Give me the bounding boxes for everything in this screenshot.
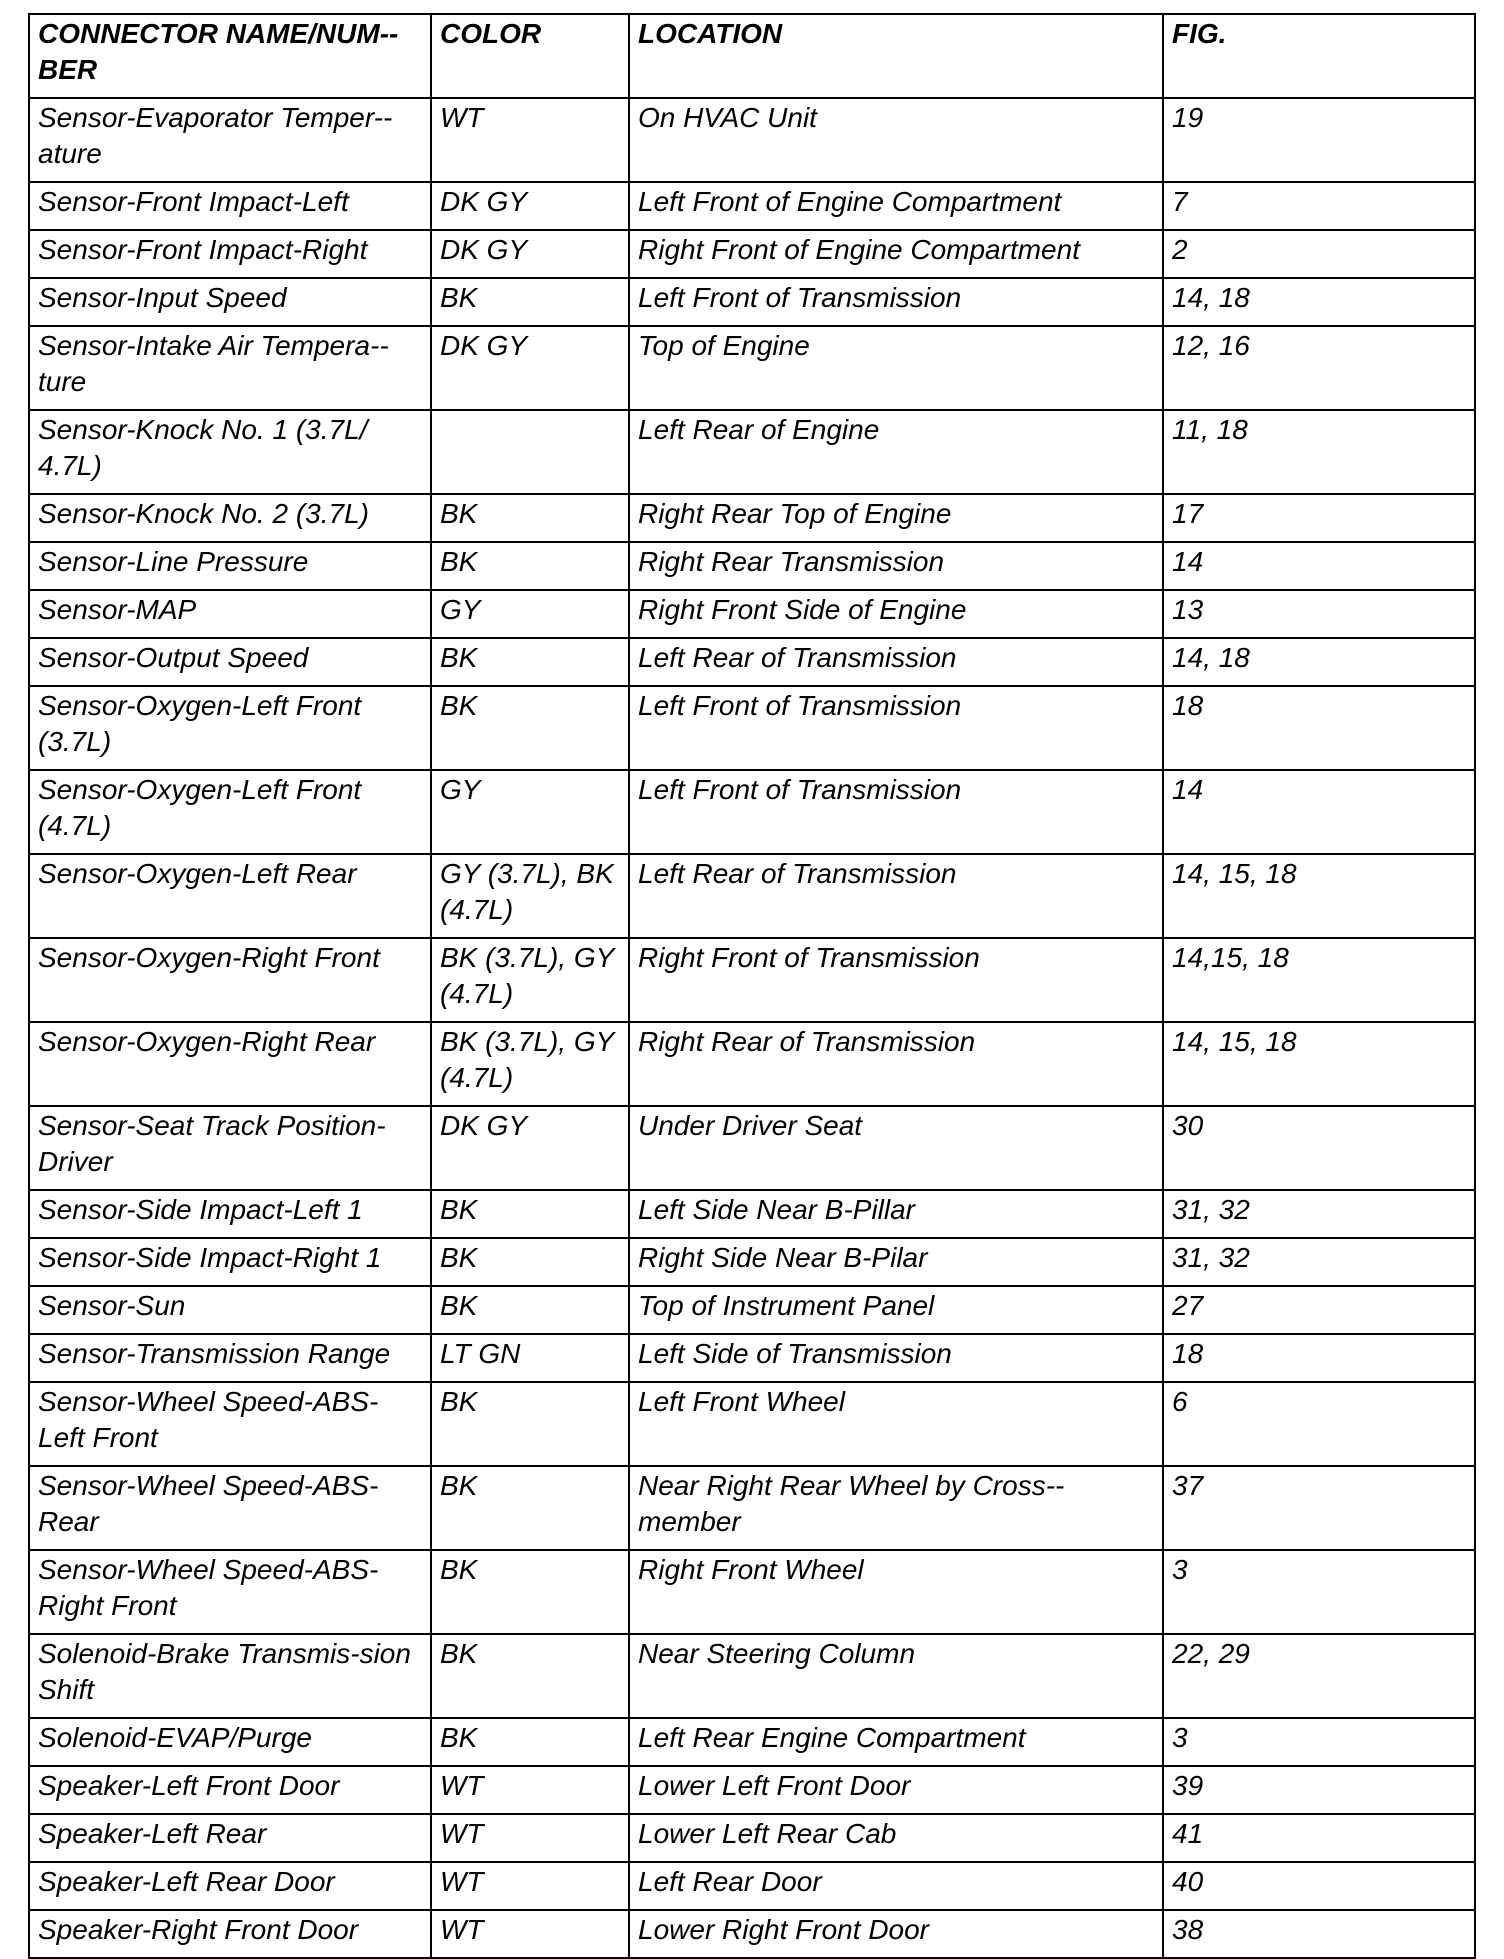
cell-fig: 31, 32 [1163, 1190, 1475, 1238]
cell-location: Right Front of Transmission [629, 938, 1163, 1022]
cell-fig: 17 [1163, 494, 1475, 542]
table-row [29, 278, 1475, 326]
cell-fig: 37 [1163, 1466, 1475, 1550]
cell-location: Left Side Near B-Pillar [629, 1190, 1163, 1238]
cell-connector-name: Sensor-Evaporator Temper-ature [29, 98, 431, 182]
cell-fig: 31, 32 [1163, 1238, 1475, 1286]
cell-color: BK [431, 542, 629, 590]
cell-location: Left Rear Engine Compartment [629, 1718, 1163, 1766]
header-color: COLOR [431, 14, 629, 98]
cell-fig: 13 [1163, 590, 1475, 638]
cell-color: BK [431, 1286, 629, 1334]
cell-color [431, 410, 629, 494]
cell-color: WT [431, 1814, 629, 1862]
cell-location: Left Rear of Engine [629, 410, 1163, 494]
cell-color: BK (3.7L), GY (4.7L) [431, 1022, 629, 1106]
cell-color: DK GY [431, 182, 629, 230]
cell-color: WT [431, 1910, 629, 1958]
table-row [29, 1910, 1475, 1958]
cell-color: BK [431, 1634, 629, 1718]
header-location: LOCATION [629, 14, 1163, 98]
cell-location: Left Side of Transmission [629, 1334, 1163, 1382]
table-row [29, 1718, 1475, 1766]
cell-fig: 19 [1163, 98, 1475, 182]
table-row [29, 1286, 1475, 1334]
cell-color: GY [431, 770, 629, 854]
cell-connector-name: Sensor-Intake Air Tempera-ture [29, 326, 431, 410]
table-row [29, 326, 1475, 410]
connector-table-container [28, 13, 1474, 1959]
cell-location: Near Steering Column [629, 1634, 1163, 1718]
cell-fig: 41 [1163, 1814, 1475, 1862]
cell-connector-name: Sensor-Output Speed [29, 638, 431, 686]
cell-connector-name: Sensor-Line Pressure [29, 542, 431, 590]
table-row [29, 410, 1475, 494]
cell-connector-name: Sensor-Front Impact-Left [29, 182, 431, 230]
cell-fig: 22, 29 [1163, 1634, 1475, 1718]
cell-fig: 30 [1163, 1106, 1475, 1190]
cell-connector-name: Sensor-Oxygen-Left Rear [29, 854, 431, 938]
cell-fig: 40 [1163, 1862, 1475, 1910]
cell-connector-name: Sensor-Knock No. 2 (3.7L) [29, 494, 431, 542]
table-row [29, 1466, 1475, 1550]
cell-connector-name: Sensor-Side Impact-Right 1 [29, 1238, 431, 1286]
cell-connector-name: Speaker-Left Front Door [29, 1766, 431, 1814]
cell-connector-name: Speaker-Right Front Door [29, 1910, 431, 1958]
table-row [29, 1766, 1475, 1814]
table-row [29, 1550, 1475, 1634]
cell-location: Right Side Near B-Pilar [629, 1238, 1163, 1286]
cell-color: BK [431, 494, 629, 542]
cell-location: Top of Instrument Panel [629, 1286, 1163, 1334]
table-row [29, 230, 1475, 278]
cell-color: BK [431, 1190, 629, 1238]
cell-fig: 6 [1163, 1382, 1475, 1466]
cell-connector-name: Sensor-Input Speed [29, 278, 431, 326]
cell-color: DK GY [431, 326, 629, 410]
cell-connector-name: Sensor-Oxygen-Left Front (4.7L) [29, 770, 431, 854]
cell-connector-name: Sensor-Front Impact-Right [29, 230, 431, 278]
cell-fig: 12, 16 [1163, 326, 1475, 410]
header-fig: FIG. [1163, 14, 1475, 98]
cell-fig: 14,15, 18 [1163, 938, 1475, 1022]
cell-connector-name: Sensor-Seat Track Position-Driver [29, 1106, 431, 1190]
cell-location: Left Rear of Transmission [629, 638, 1163, 686]
cell-fig: 14, 15, 18 [1163, 854, 1475, 938]
cell-fig: 2 [1163, 230, 1475, 278]
table-row [29, 938, 1475, 1022]
table-row [29, 770, 1475, 854]
cell-fig: 18 [1163, 686, 1475, 770]
table-row [29, 1106, 1475, 1190]
cell-fig: 14, 18 [1163, 278, 1475, 326]
cell-color: BK [431, 1382, 629, 1466]
cell-location: Right Front Wheel [629, 1550, 1163, 1634]
cell-location: Right Front Side of Engine [629, 590, 1163, 638]
cell-location: Left Front of Transmission [629, 770, 1163, 854]
cell-color: BK [431, 686, 629, 770]
table-row [29, 1862, 1475, 1910]
table-row [29, 1238, 1475, 1286]
table-row [29, 98, 1475, 182]
cell-fig: 14 [1163, 770, 1475, 854]
cell-location: Right Rear Transmission [629, 542, 1163, 590]
cell-fig: 38 [1163, 1910, 1475, 1958]
cell-color: DK GY [431, 1106, 629, 1190]
cell-connector-name: Sensor-Knock No. 1 (3.7L/ 4.7L) [29, 410, 431, 494]
cell-color: LT GN [431, 1334, 629, 1382]
cell-connector-name: Sensor-Oxygen-Left Front (3.7L) [29, 686, 431, 770]
cell-connector-name: Sensor-Oxygen-Right Rear [29, 1022, 431, 1106]
cell-connector-name: Sensor-Side Impact-Left 1 [29, 1190, 431, 1238]
cell-connector-name: Sensor-Sun [29, 1286, 431, 1334]
cell-color: BK [431, 1238, 629, 1286]
cell-fig: 27 [1163, 1286, 1475, 1334]
cell-color: BK [431, 1550, 629, 1634]
table-row [29, 1022, 1475, 1106]
table-row [29, 638, 1475, 686]
cell-fig: 14, 15, 18 [1163, 1022, 1475, 1106]
cell-location: Lower Right Front Door [629, 1910, 1163, 1958]
table-row [29, 1814, 1475, 1862]
cell-location: Left Front Wheel [629, 1382, 1163, 1466]
cell-color: BK [431, 1466, 629, 1550]
cell-fig: 39 [1163, 1766, 1475, 1814]
cell-location: Near Right Rear Wheel by Cross-member [629, 1466, 1163, 1550]
cell-connector-name: Sensor-Wheel Speed-ABS-Left Front [29, 1382, 431, 1466]
cell-location: Lower Left Front Door [629, 1766, 1163, 1814]
cell-connector-name: Solenoid-EVAP/Purge [29, 1718, 431, 1766]
cell-color: BK (3.7L), GY (4.7L) [431, 938, 629, 1022]
table-row [29, 542, 1475, 590]
connector-location-table [28, 13, 1476, 1959]
cell-fig: 11, 18 [1163, 410, 1475, 494]
cell-connector-name: Sensor-Wheel Speed-ABS-Rear [29, 1466, 431, 1550]
table-header-row [29, 14, 1475, 98]
cell-connector-name: Sensor-Transmission Range [29, 1334, 431, 1382]
cell-connector-name: Solenoid-Brake Transmis-sion Shift [29, 1634, 431, 1718]
cell-location: Right Rear Top of Engine [629, 494, 1163, 542]
cell-location: Left Front of Engine Compartment [629, 182, 1163, 230]
cell-color: BK [431, 1718, 629, 1766]
cell-fig: 3 [1163, 1550, 1475, 1634]
table-row [29, 854, 1475, 938]
table-row [29, 1634, 1475, 1718]
cell-fig: 14, 18 [1163, 638, 1475, 686]
cell-location: Left Rear Door [629, 1862, 1163, 1910]
cell-connector-name: Speaker-Left Rear [29, 1814, 431, 1862]
cell-location: Right Front of Engine Compartment [629, 230, 1163, 278]
cell-location: Left Front of Transmission [629, 278, 1163, 326]
cell-location: Under Driver Seat [629, 1106, 1163, 1190]
cell-location: Left Front of Transmission [629, 686, 1163, 770]
table-row [29, 182, 1475, 230]
cell-location: Left Rear of Transmission [629, 854, 1163, 938]
cell-color: BK [431, 278, 629, 326]
cell-color: BK [431, 638, 629, 686]
cell-fig: 14 [1163, 542, 1475, 590]
cell-color: DK GY [431, 230, 629, 278]
table-row [29, 494, 1475, 542]
cell-color: WT [431, 98, 629, 182]
cell-connector-name: Sensor-MAP [29, 590, 431, 638]
cell-color: WT [431, 1862, 629, 1910]
cell-fig: 7 [1163, 182, 1475, 230]
cell-fig: 18 [1163, 1334, 1475, 1382]
table-row [29, 1334, 1475, 1382]
cell-location: Right Rear of Transmission [629, 1022, 1163, 1106]
header-connector-name: CONNECTOR NAME/NUM-BER [29, 14, 431, 98]
cell-connector-name: Speaker-Left Rear Door [29, 1862, 431, 1910]
table-row [29, 590, 1475, 638]
cell-color: WT [431, 1766, 629, 1814]
cell-fig: 3 [1163, 1718, 1475, 1766]
cell-color: GY [431, 590, 629, 638]
cell-connector-name: Sensor-Oxygen-Right Front [29, 938, 431, 1022]
cell-location: On HVAC Unit [629, 98, 1163, 182]
cell-connector-name: Sensor-Wheel Speed-ABS-Right Front [29, 1550, 431, 1634]
cell-color: GY (3.7L), BK (4.7L) [431, 854, 629, 938]
cell-location: Lower Left Rear Cab [629, 1814, 1163, 1862]
cell-location: Top of Engine [629, 326, 1163, 410]
table-row [29, 1190, 1475, 1238]
table-row [29, 1382, 1475, 1466]
table-row [29, 686, 1475, 770]
